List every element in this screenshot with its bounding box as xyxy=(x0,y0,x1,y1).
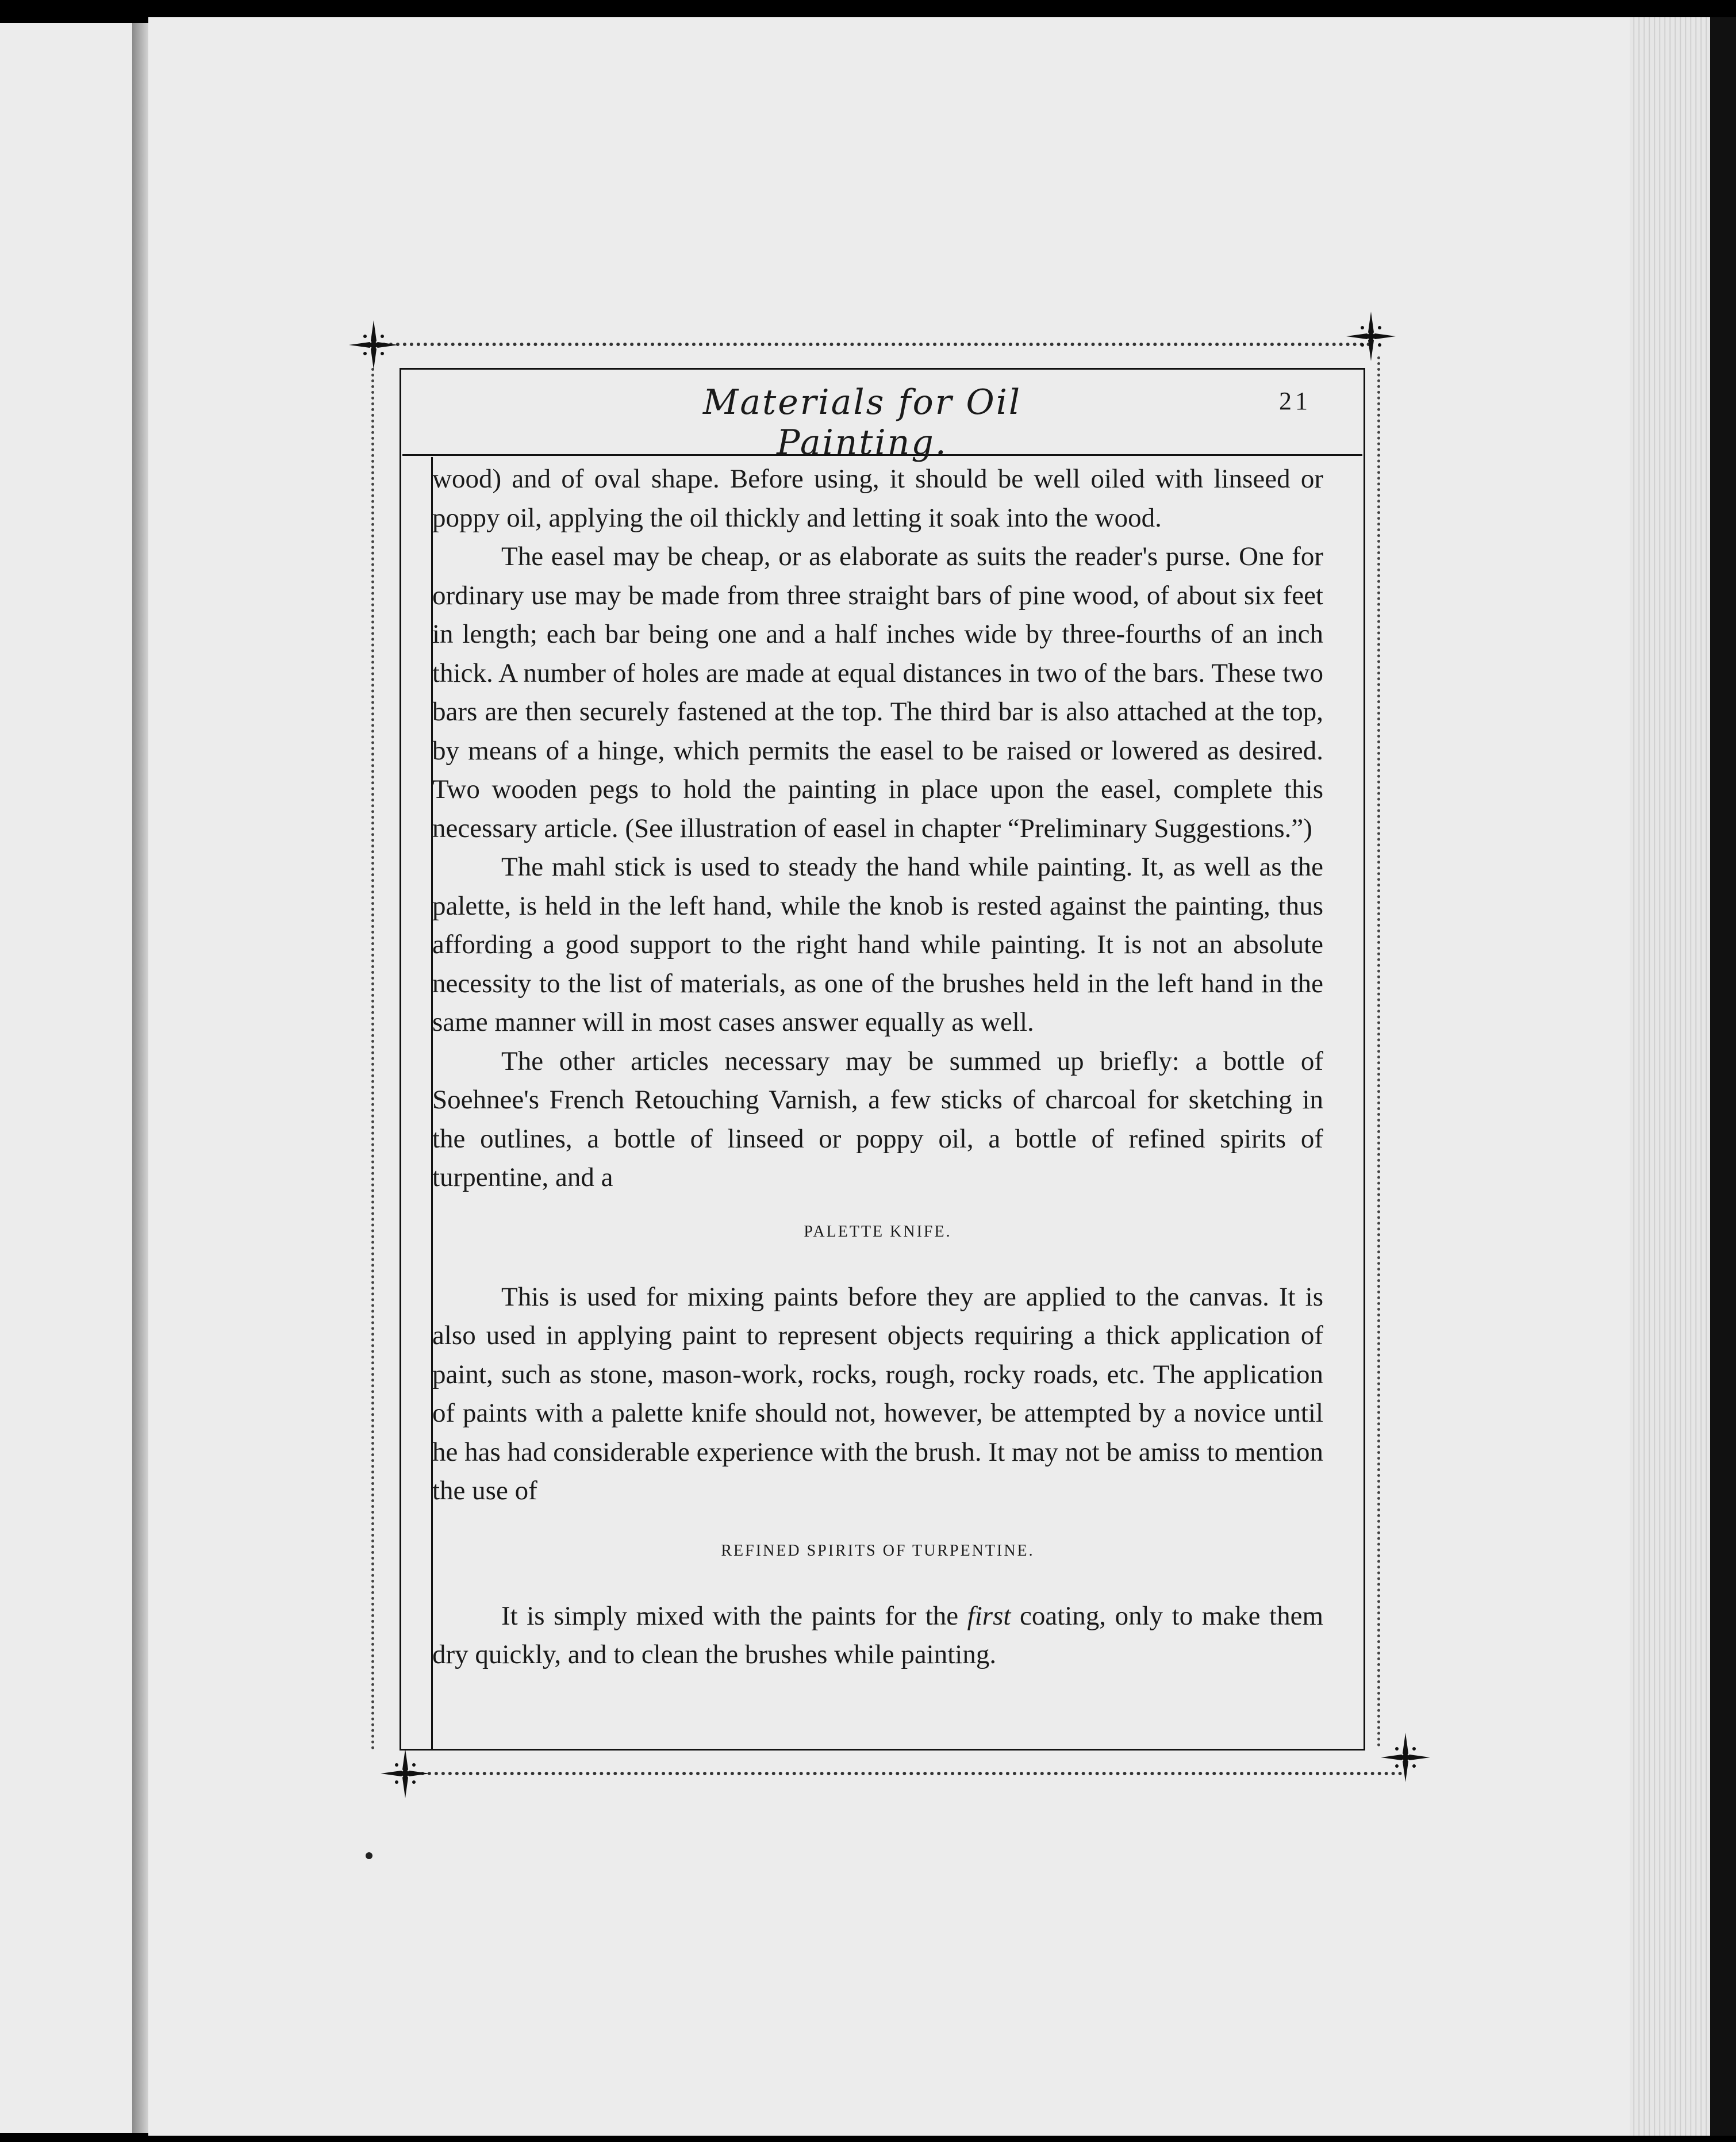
paragraph-2: The easel may be cheap, or as elaborate as suits the reader's purse. One for ordinary use may be made from three straight bars of pine wood, of about six feet in length; each bar being one and a half inches wide by three-fourths of an inch thick. A number of holes are made at equal distances in two of the bars. These two bars are then securely fastened at the top. The third bar is also attached at the top, by means of a hinge, which permits the easel to be raised or lowered as desired. Two wooden pegs to hold the painting in place upon the easel, complete this necessary article. (See illustration of easel in chapter “Preliminary Suggestions.”) xyxy=(432,542,1323,843)
section-heading-turpentine: REFINED SPIRITS OF TURPENTINE. xyxy=(721,1541,1035,1560)
book-gutter xyxy=(132,23,149,2133)
section-heading-palette-knife: PALETTE KNIFE. xyxy=(804,1222,952,1241)
paragraph-3: The mahl stick is used to steady the hand while painting. It, as well as the palette, is held in the left hand, while the knob is rested against the painting, thus affording a good support to the right hand while painting. It is not an absolute necessity to the list of materials, as one of the brushes held in the left hand in the same manner will in most cases answer equally as well. xyxy=(432,852,1323,1037)
page-number: 21 xyxy=(1279,387,1311,415)
paragraph-1: wood) and of oval shape. Before using, it should be well oiled with linseed or poppy oil, applying the oil thickly and letting it soak into the wood. xyxy=(432,464,1323,533)
emphasis-first: first xyxy=(967,1600,1011,1631)
paragraph-6-end: coating, only to make them dry quickly, and to clean the brushes while painting. xyxy=(432,1600,1324,1669)
corner-ornament-top-left-icon xyxy=(348,319,400,371)
running-title: Materials for Oil Painting. xyxy=(702,382,1022,463)
frame-dotted-top xyxy=(382,343,1371,346)
page-body xyxy=(432,460,1323,1675)
paragraph-6 xyxy=(432,1597,1323,1675)
frame-dotted-bottom xyxy=(414,1772,1403,1775)
frame-dotted-right xyxy=(1377,356,1380,1748)
corner-ornament-bottom-left-icon xyxy=(379,1748,431,1799)
ink-speck xyxy=(366,1852,372,1859)
scan-background-edge xyxy=(1710,17,1736,2136)
paragraph-4: The other articles necessary may be summed up briefly: a bottle of Soehnee's French Retouching Varnish, a few sticks of charcoal for sketching in the outlines, a bottle of linseed or poppy oil, a bottle of refined spirits of turpentine, and a xyxy=(432,1046,1323,1192)
corner-ornament-bottom-right-icon xyxy=(1380,1732,1431,1783)
frame-dotted-left xyxy=(371,368,374,1751)
page-stack-edges xyxy=(1630,17,1713,2136)
paragraph-5: This is used for mixing paints before they are applied to the canvas. It is also used in applying paint to represent objects requiring a thick application of paint, such as stone, mason-work, rocks, rough, rocky roads, etc. The application of paints with a palette knife should not, however, be attempted by a novice until he has had considerable experience with the brush. It may not be amiss to mention the use of xyxy=(432,1281,1323,1506)
paragraph-6-start: It is simply mixed with the paints for the xyxy=(501,1600,959,1631)
left-page-edge xyxy=(0,23,134,2133)
corner-ornament-top-right-icon xyxy=(1345,310,1397,362)
